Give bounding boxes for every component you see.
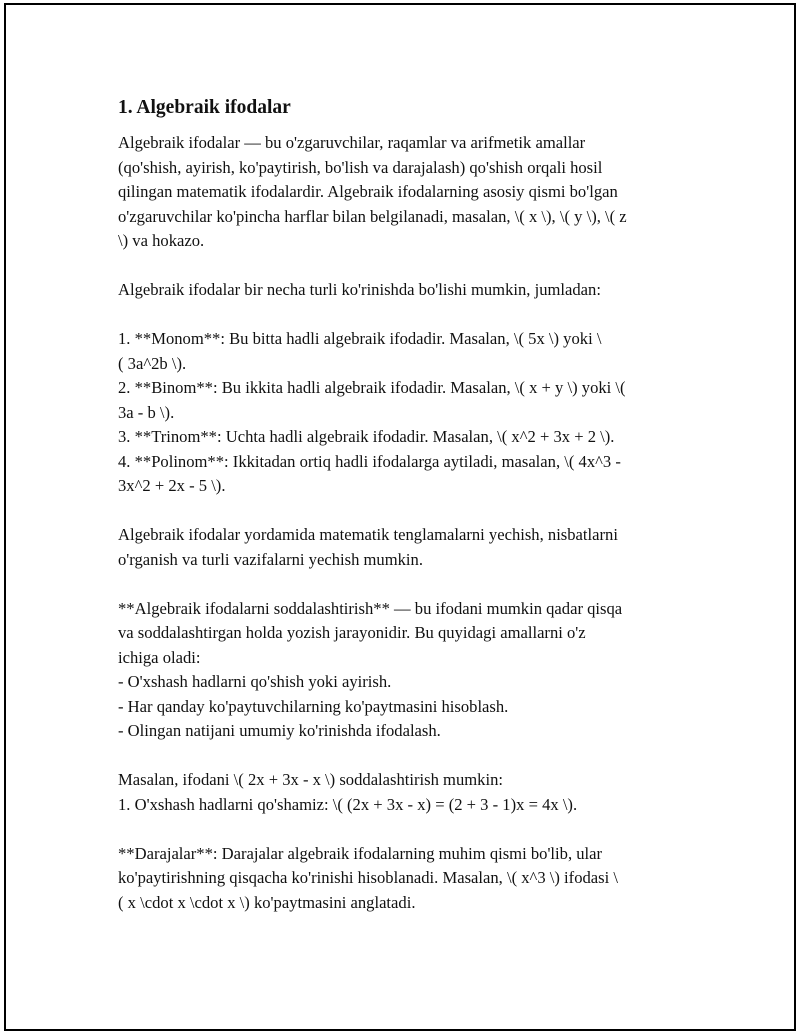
paragraph-usage: Algebraik ifodalar yordamida matematik tenglamalarni yechish, nisbatlarni o'rganish va turli vazifalarni yechish mumkin. — [118, 525, 618, 569]
paragraph-gap — [118, 572, 688, 597]
section-title: 1. Algebraik ifodalar — [118, 97, 291, 118]
paragraph-powers: **Darajalar**: Darajalar algebraik ifodalarning muhim qismi bo'lib, ular ko'paytirishning qisqacha ko'rinishi hisoblanadi. Masalan, \( x^3 \) ifodasi \ ( x \cdot x \cdot x \) ko'paytmasini anglatadi. — [118, 843, 618, 912]
paragraph-definition: Algebraik ifodalar — bu o'zgaruvchilar, raqamlar va arifmetik amallar (qo'shish, ayirish, ko'paytirish, bo'lish va darajalash) qo'shish orqali hosil qilingan matematik ifodalardir. Algebraik ifodalarning asosiy qismi bo'lgan o'zgaruvchilar ko'pincha harflar bilan belgilanadi, masalan, \( x \), \( y \), \( z \) va hokazo. — [118, 133, 627, 250]
paragraph-types-intro: Algebraik ifodalar bir necha turli ko'rinishda bo'lishi mumkin, jumladan: — [118, 280, 601, 299]
paragraph-gap — [118, 303, 688, 328]
paragraph-gap — [118, 817, 688, 842]
document-page — [4, 3, 796, 1031]
paragraph-gap — [118, 744, 688, 769]
paragraph-example: Masalan, ifodani \( 2x + 3x - x \) soddalashtirish mumkin: 1. O'xshash hadlarni qo'shamiz: \( (2x + 3x - x) = (2 + 3 - 1)x = 4x \). — [118, 770, 578, 814]
paragraph-simplification: **Algebraik ifodalarni soddalashtirish** — bu ifodani mumkin qadar qisqa va soddalashtirgan holda yozish jarayonidir. Bu quyidagi amallarni o'z ichiga oladi: - O'xshash hadlarni qo'shish yoki ayirish. - Har qanday ko'paytuvchilarning ko'paytmasini hisoblash. - Olingan natijani umumiy ko'rinishda ifodalash. — [118, 598, 623, 740]
paragraph-gap — [118, 499, 688, 524]
paragraph-gap — [118, 254, 688, 279]
document-content — [118, 95, 688, 915]
paragraph-types-list: 1. **Monom**: Bu bitta hadli algebraik ifodadir. Masalan, \( 5x \) yoki \ ( 3a^2b \). 2. **Binom**: Bu ikkita hadli algebraik ifodadir. Masalan, \( x + y \) yoki \( 3a - b \). 3. **Trinom**: Uchta hadli algebraik ifodadir. Masalan, \( x^2 + 3x + 2 \). 4. **Polinom**: Ikkitadan ortiq hadli ifodalarga aytiladi, masalan, \( 4x^3 - 3x^2 + 2x - 5 \). — [118, 329, 626, 495]
